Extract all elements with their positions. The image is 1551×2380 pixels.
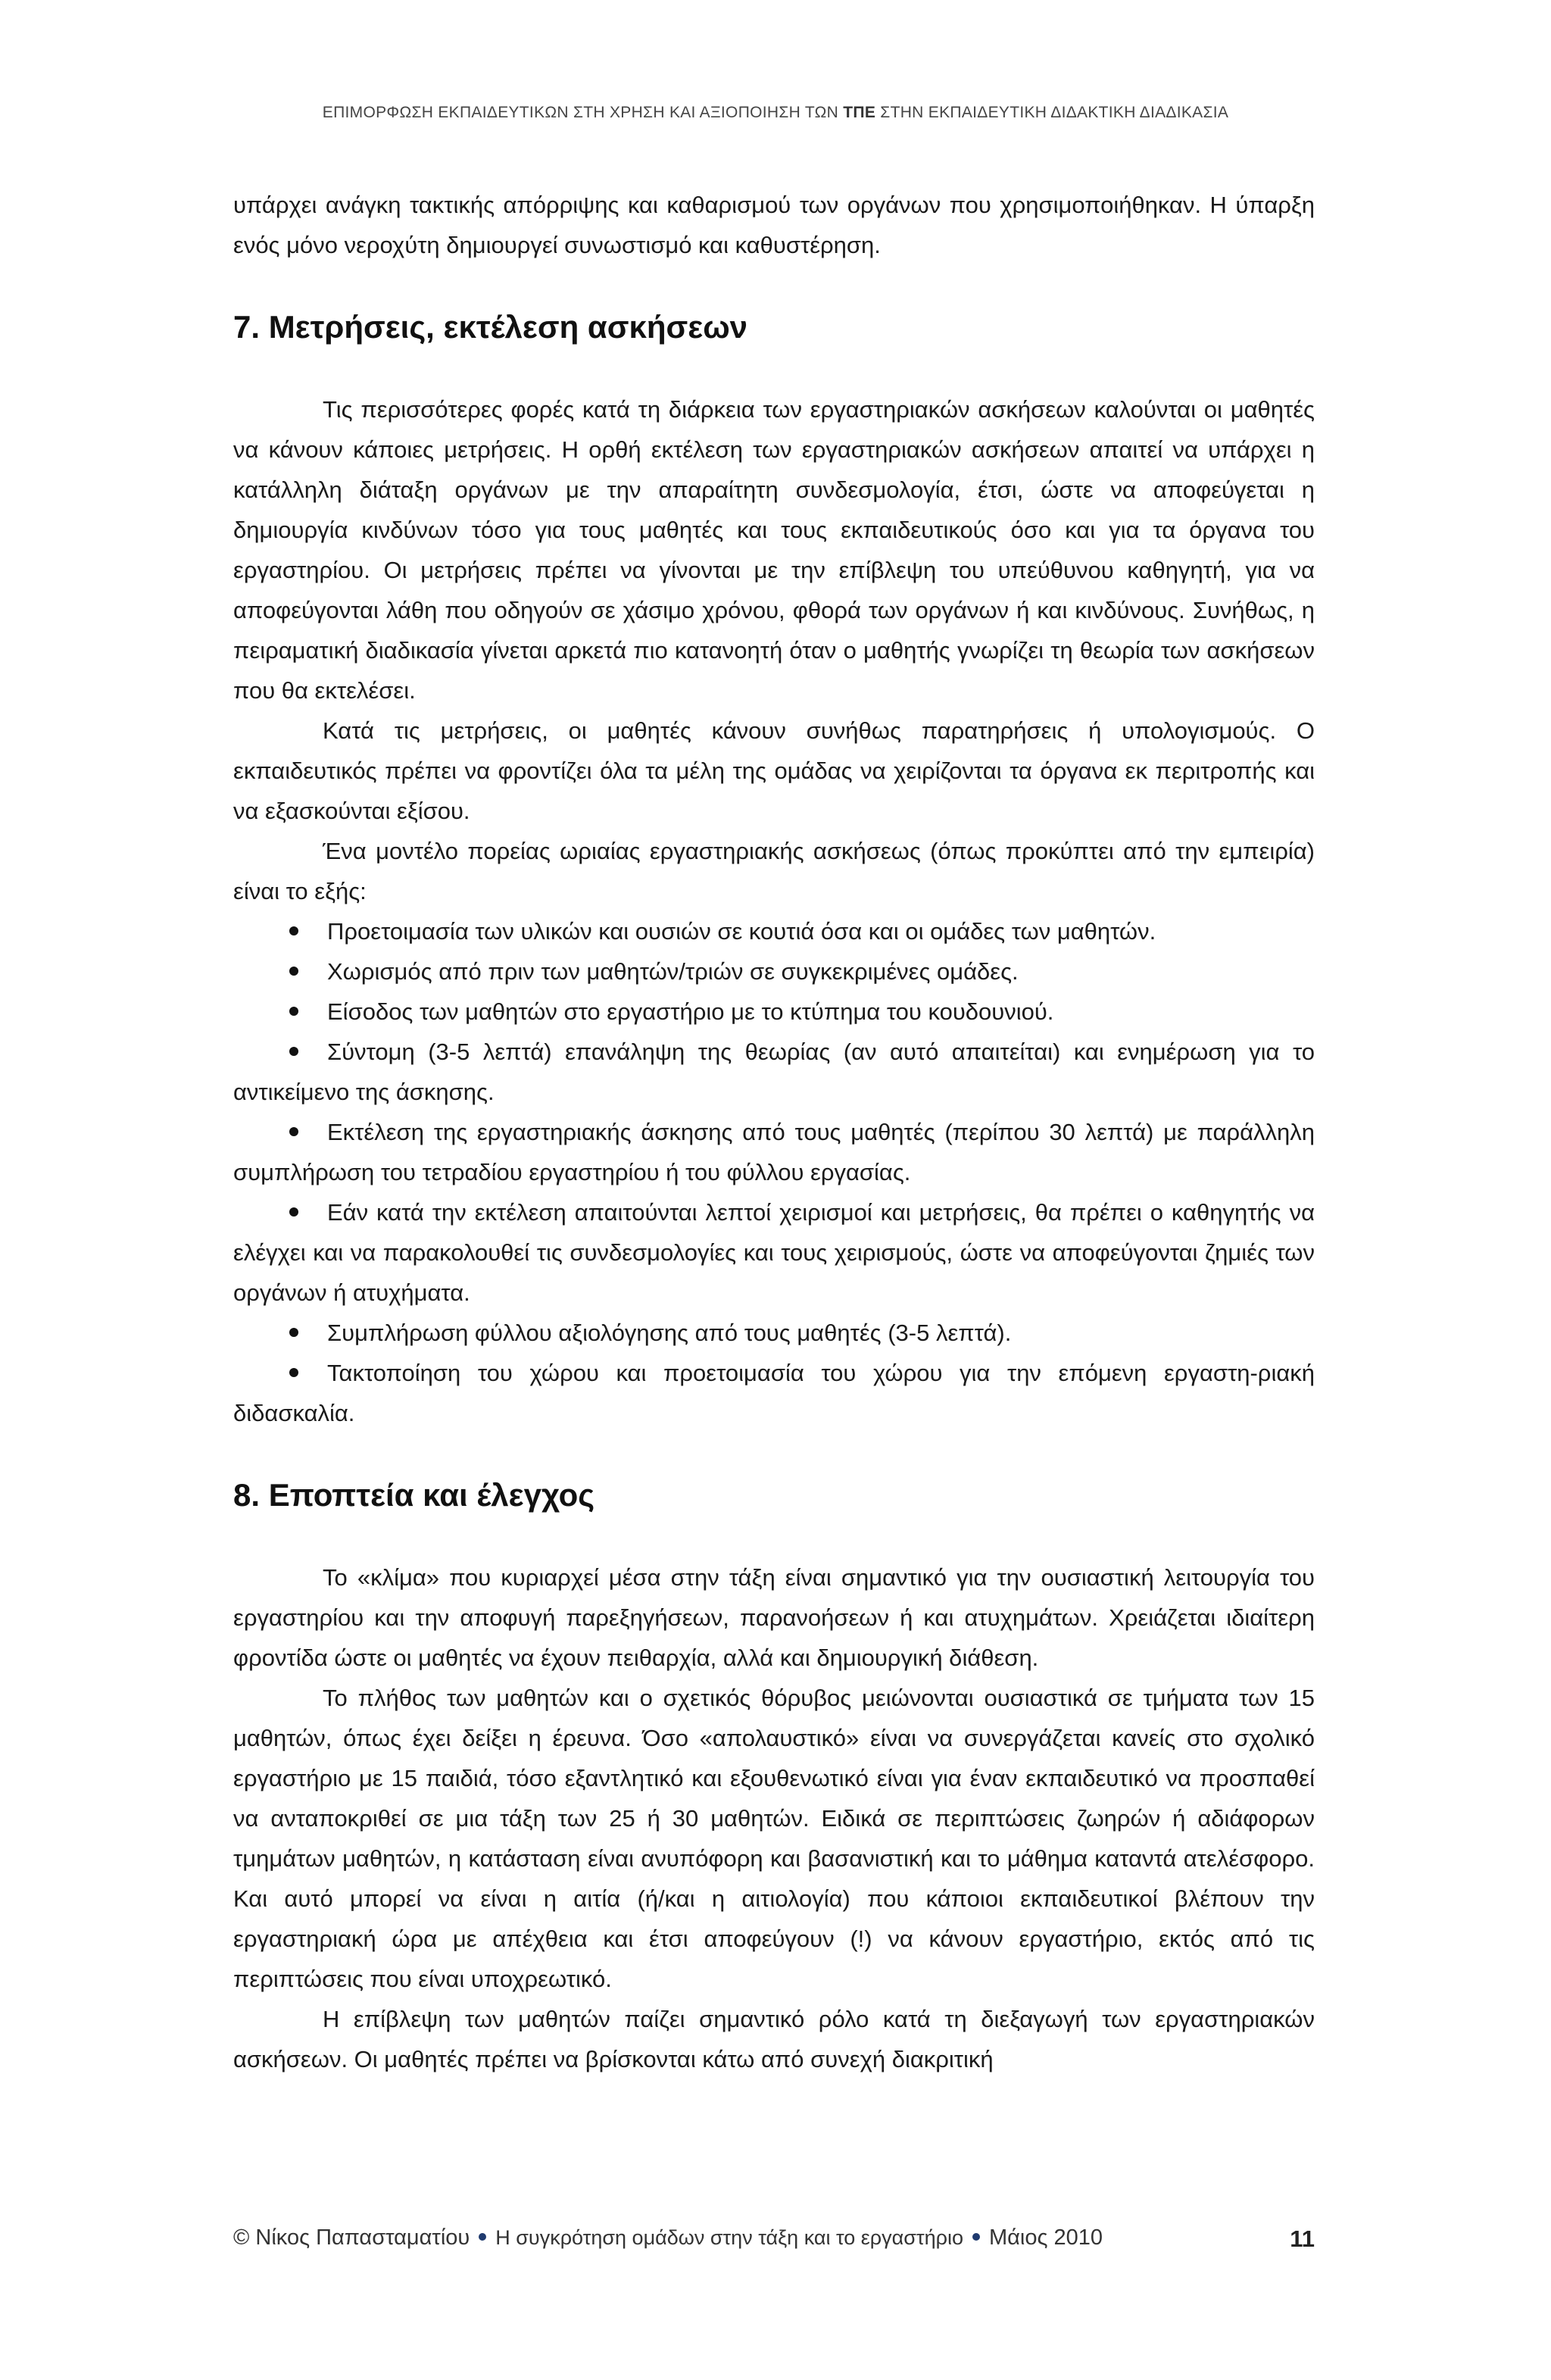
footer-author: © Νίκος Παπασταματίου [233,2225,470,2250]
running-header [0,104,1551,122]
section-8-paragraph-3: Η επίβλεψη των μαθητών παίζει σημαντικό ρόλο κατά τη διεξαγωγή των εργαστηριακών ασκήσεων. Οι μαθητές πρέπει να βρίσκονται κάτω από συνεχή διακριτική [233,2006,1315,2072]
list-item: Προετοιμασία των υλικών και ουσιών σε κουτιά όσα και οι ομάδες των μαθητών. [233,911,1315,951]
footer-separator-icon [972,2233,980,2241]
footer-text [233,2225,1103,2250]
bullet-icon [289,1127,298,1136]
page-number: 11 [1290,2225,1315,2252]
section-7-paragraph-1: Τις περισσότερες φορές κατά τη διάρκεια των εργαστηριακών ασκήσεων καλούνται οι μαθητές να κάνουν κάποιες μετρήσεις. Η ορθή εκτέλεση των εργαστηριακών ασκήσεων απαιτεί να υπάρχει η κατάλληλη διάταξη οργάνων με την απαραίτητη συνδεσμολογία, έτσι, ώστε να αποφεύγεται η δημιουργία κινδύνων τόσο για τους μαθητές και τους εκπαιδευτικούς όσο και για τα όργανα του εργαστηρίου. Οι μετρήσεις πρέπει να γίνονται με την επίβλεψη του υπεύθυνου καθηγητή, για να αποφεύγονται λάθη που οδηγούν σε χάσιμο χρόνου, φθορά των οργάνων ή και κινδύνους. Συνήθως, η πειραματική διαδικασία γίνεται αρκετά πιο κατανοητή όταν ο μαθητής γνωρίζει τη θεωρία των ασκήσεων που θα εκτελέσει. [233,396,1315,704]
bullet-icon [289,1207,298,1217]
page-body [233,185,1315,2079]
section-7-heading: 7. Μετρήσεις, εκτέλεση ασκήσεων [233,309,748,345]
footer-title: Η συγκρότηση ομάδων στην τάξη και το εργαστήριο [495,2226,963,2249]
bullet-icon [289,1047,298,1056]
intro-paragraph: υπάρχει ανάγκη τακτικής απόρριψης και καθαρισμού των οργάνων που χρησιμοποιήθηκαν. Η ύπαρξη ενός μόνο νεροχύτη δημιουργεί συνωστισμό και καθυστέρηση. [233,192,1315,258]
bullet-icon [289,1328,298,1337]
list-item: Εάν κατά την εκτέλεση απαιτούνται λεπτοί χειρισμοί και μετρήσεις, θα πρέπει ο καθηγητής να ελέγχει και να παρακολουθεί τις συνδεσμολογίες και τους χειρισμούς, ώστε να αποφεύγονται ζημιές των οργάνων ή ατυχήματα. [233,1199,1315,1306]
section-8-paragraph-1: Το «κλίμα» που κυριαρχεί μέσα στην τάξη είναι σημαντικό για την ουσιαστική λειτουργία του εργαστηρίου και την αποφυγή παρεξηγήσεων, παρανοήσεων ή και ατυχημάτων. Χρειάζεται ιδιαίτερη φροντίδα ώστε οι μαθητές να έχουν πειθαρχία, αλλά και δημιουργική διάθεση. [233,1564,1315,1671]
list-item: Τακτοποίηση του χώρου και προετοιμασία του χώρου για την επόμενη εργαστη-ριακή διδασκαλία. [233,1360,1315,1426]
exercise-steps-list [233,911,1315,1433]
list-item: Είσοδος των μαθητών στο εργαστήριο με το κτύπημα του κουδουνιού. [233,992,1315,1032]
section-8-paragraph-2: Το πλήθος των μαθητών και ο σχετικός θόρυβος μειώνονται ουσιαστικά σε τμήματα των 15 μαθητών, όπως έχει δείξει η έρευνα. Όσο «απολαυστικό» είναι να συνεργάζεται κανείς στο σχολικό εργαστήριο με 15 παιδιά, τόσο εξαντλητικό και εξουθενωτικό είναι για έναν εκπαιδευτικό να προσπαθεί να ανταποκριθεί σε μια τάξη των 25 ή 30 μαθητών. Ειδικά σε περιπτώσεις ζωηρών ή αδιάφορων τμημάτων μαθητών, η κατάσταση είναι ανυπόφορη και βασανιστική και το μάθημα καταντά ατελέσφορο. Και αυτό μπορεί να είναι η αιτία (ή/και η αιτιολογία) που κάποιοι εκπαιδευτικοί βλέπουν την εργαστηριακή ώρα με απέχθεια και έτσι αποφεύγουν (!) να κάνουν εργαστήριο, εκτός από τις περιπτώσεις που είναι υποχρεωτικό. [233,1685,1315,1992]
section-8-heading: 8. Εποπτεία και έλεγχος [233,1477,595,1513]
bullet-icon [289,967,298,976]
footer-separator-icon [479,2233,486,2241]
list-item: Σύντομη (3-5 λεπτά) επανάληψη της θεωρίας (αν αυτό απαιτείται) και ενημέρωση για το αντικείμενο της άσκησης. [233,1039,1315,1105]
footer-date: Μάιος 2010 [989,2225,1103,2250]
bullet-icon [289,1368,298,1377]
bullet-icon [289,1007,298,1016]
list-item: Χωρισμός από πριν των μαθητών/τριών σε συγκεκριμένες ομάδες. [233,951,1315,992]
header-bold: ΤΠΕ [843,104,876,121]
page-footer [233,2225,1315,2259]
bullet-icon [289,926,298,935]
list-item: Συμπλήρωση φύλλου αξιολόγησης από τους μαθητές (3-5 λεπτά). [233,1313,1315,1353]
header-text-end: ΣΤΗΝ ΕΚΠΑΙΔΕΥΤΙΚΗ ΔΙΔΑΚΤΙΚΗ ΔΙΑΔΙΚΑΣΙΑ [875,104,1229,121]
section-7-paragraph-2: Κατά τις μετρήσεις, οι μαθητές κάνουν συνήθως παρατηρήσεις ή υπολογισμούς. Ο εκπαιδευτικός πρέπει να φροντίζει όλα τα μέλη της ομάδας να χειρίζονται τα όργανα εκ περιτροπής και να εξασκούνται εξίσου. [233,717,1315,824]
header-text: ΕΠΙΜΟΡΦΩΣΗ ΕΚΠΑΙΔΕΥΤΙΚΩΝ ΣΤΗ ΧΡΗΣΗ ΚΑΙ ΑΞΙΟΠΟΙΗΣΗ ΤΩΝ [322,104,844,121]
section-7-paragraph-3: Ένα μοντέλο πορείας ωριαίας εργαστηριακής ασκήσεως (όπως προκύπτει από την εμπειρία) είναι το εξής: [233,838,1315,904]
list-item: Εκτέλεση της εργαστηριακής άσκησης από τους μαθητές (περίπου 30 λεπτά) με παράλληλη συμπλήρωση του τετραδίου εργαστηρίου ή του φύλλου εργασίας. [233,1119,1315,1185]
